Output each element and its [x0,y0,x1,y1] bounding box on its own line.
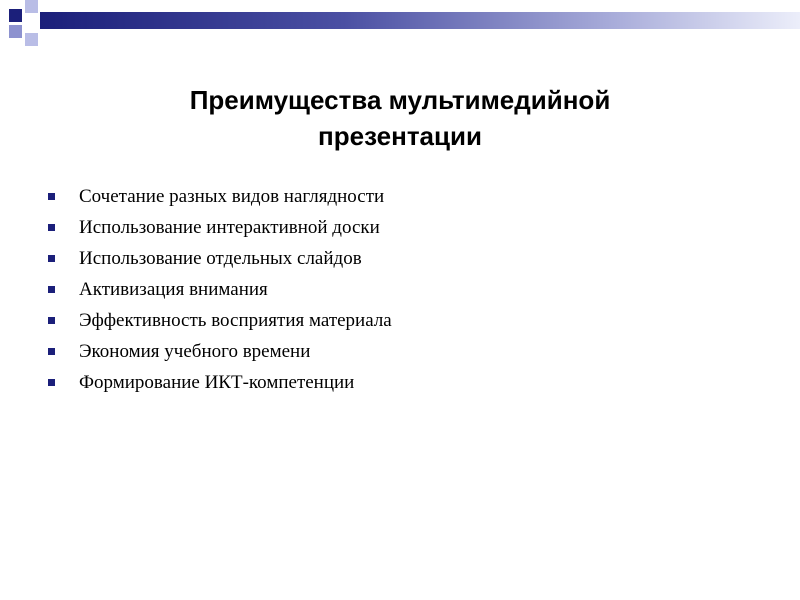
bullet-text: Активизация внимания [79,279,268,300]
square-bullet-icon [48,379,55,386]
bullet-text: Сочетание разных видов наглядности [79,186,385,207]
corner-square-decoration [25,33,38,46]
corner-square-decoration [25,0,38,13]
square-bullet-icon [48,348,55,355]
corner-square-decoration [9,9,22,22]
slide-title-line: презентации [318,121,482,151]
header-gradient-bar [40,12,800,29]
square-bullet-icon [48,317,55,324]
slide-title-line: Преимущества мультимедийной [189,85,611,115]
square-bullet-icon [48,193,55,200]
corner-square-decoration [9,25,22,38]
bullet-text: Экономия учебного времени [79,341,311,362]
square-bullet-icon [48,286,55,293]
bullet-text: Эффективность восприятия материала [79,310,392,331]
square-bullet-icon [48,255,55,262]
bullet-text: Использование интерактивной доски [79,217,380,238]
bullet-text: Формирование ИКТ-компетенции [79,372,355,393]
slide-title [0,82,800,154]
square-bullet-icon [48,224,55,231]
bullet-text: Использование отдельных слайдов [79,248,362,269]
